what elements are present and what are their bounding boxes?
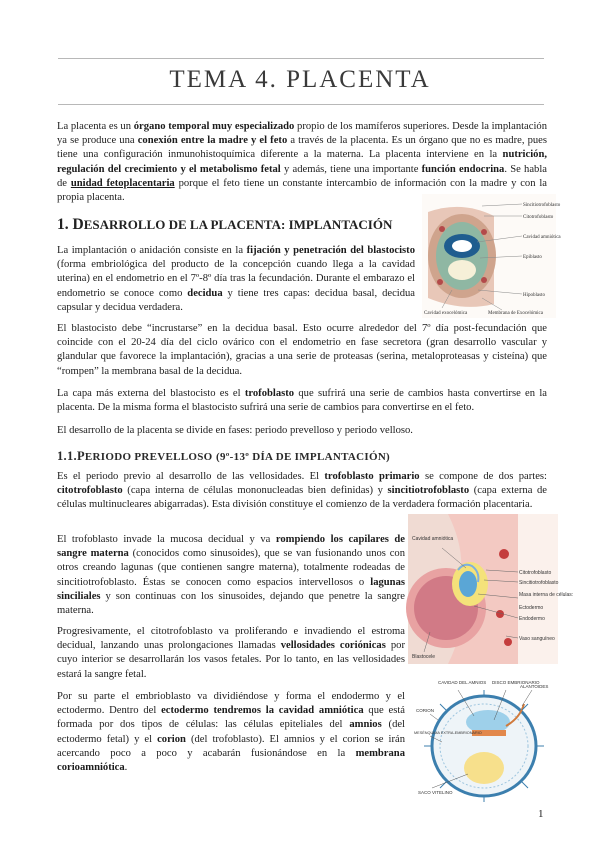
phases-paragraph: El desarrollo de la placenta se divide en fases: periodo prevelloso y periodo velloso. — [57, 425, 413, 436]
section-heading-1-1: 1.1.PERIODO PREVELLOSO (9º-13º DÍA DE IMPLANTACIÓN) — [57, 449, 391, 463]
fig1-label-0: Sincitiotrofoblasto — [523, 203, 561, 208]
fig2-label-4: Ectodermo — [519, 605, 544, 611]
page-number: 1 — [538, 808, 544, 820]
fig1-label-6: Membrana de Exocelómica — [488, 311, 543, 316]
fig2-label-7: Blastocele — [412, 654, 436, 660]
fig3-label-4: MESÉNQUIMA EXTRA-EMBRIONARIO — [414, 731, 482, 735]
trophoblast-figure — [408, 514, 574, 664]
fig3-label-1: DISCO EMBRIONARIO — [492, 680, 540, 685]
implantation-paragraph: La implantación o anidación consiste en la fijación y penetración del blastocisto (forma embriológica del producto de la concepción cuando llega a la cavidad uterina) en el endometrio en el 7º-8º día tras la fecundación. Durante el embarazo el endometrio se conoce como decidua y tiene tres capas: decidua basal, decidua capsular y decidua verdadera. — [57, 245, 416, 313]
fig2-label-6: Vaso sanguíneo — [519, 636, 555, 642]
fig2-label-3: Masa interna de células: — [519, 592, 574, 598]
fig3-label-2: ALANTOIDES — [520, 684, 549, 689]
fig3-label-0: CAVIDAD DEL AMNIOS — [438, 680, 487, 685]
top-rule — [58, 58, 544, 59]
invasion-paragraph: El trofoblasto invade la mucosa decidual y va rompiendo los capilares de sangre materna (conocidos como sinusoides), que se van fusionando unos con otros creando lagunas (que contienen sangre materna), totalmente rodeadas de sincitiotrofoblasto. Éstas se conocen como espacios intervellosos o lagunas sinciliales y son continuas con los sinusoides, dejando que penetre la sangre materna. — [57, 534, 405, 617]
fig2-label-0: Cavidad amniótica — [412, 536, 454, 542]
trophoblast-paragraph: La capa más externa del blastocisto es el trofoblasto que sufrirá una serie de cambios hasta convertirse en la placenta. De la misma forma el blastocisto sufrirá una serie de cambios para convertirse en el feto. — [57, 388, 547, 414]
fig2-label-2: Sincitiotrofoblasto — [519, 580, 559, 586]
fig1-label-4: Hipoblasto — [523, 293, 545, 298]
section-heading-1: 1. DESARROLLO DE LA PLACENTA: IMPLANTACIÓN — [57, 216, 393, 233]
fig1-label-3: Epiblasto — [523, 255, 542, 260]
title-rule — [58, 104, 544, 105]
proliferation-paragraph: Progresivamente, el citotrofoblasto va proliferando e invadiendo el estroma decidual, lanzando unas prolongaciones llamadas vellosidades coriónicas por cuyo interior se desarrollarán los vasos fetales. Por lo tanto, en las vellosidades estará la sangre fetal. — [57, 626, 405, 680]
implantation-figure — [422, 194, 561, 318]
fig2-label-1: Citotrofoblasto — [519, 570, 552, 576]
fig3-label-5: SACO VITELINO — [418, 790, 453, 795]
previllous-paragraph: Es el periodo previo al desarrollo de las vellosidades. El trofoblasto primario se compone de dos partes: citotrofoblasto (capa interna de células mononucleadas bien definidas) y sincitiotrofoblasto (capa externa de células multinucleares abigarradas). Esta división constituye el comienzo de la verdadera formación placentaria. — [57, 471, 547, 511]
intro-paragraph: La placenta es un órgano temporal muy especializado propio de los mamíferos superiores. Desde la implantación ya se produce una conexión entre la madre y el feto a través de la placenta. Es un órgano que no es madre, pues tiene una configuración inmunohistoquímica diferente a la materna. La placenta interviene en la nutrición, regulación del crecimiento y el metabolismo fetal y además, tiene una importante función endocrina. Se habla de unidad fetoplacentaria porque el feto tiene un constante intercambio de información con la madre y con la propia placenta. — [57, 121, 548, 204]
fig1-label-5: Cavidad exocelómica — [424, 311, 468, 316]
amnion-figure — [414, 676, 554, 806]
blastocyst-paragraph: El blastocisto debe “incrustarse” en la decidua basal. Esto ocurre alrededor del 7º día post-fecundación que coincide con el 20-24 día del ciclo ovárico con el endometrio en fase secretora (gran desarrollo vascular y glandular que favorece la implantación), gracias a una serie de proteasas (serina, metaloproteasas y cisteína) que “rompen” la membrana basal de la decidua. — [57, 323, 547, 377]
page-title: TEMA 4. PLACENTA — [169, 66, 431, 93]
fig1-label-1: Citotrofoblasto — [523, 215, 554, 220]
fig1-label-2: Cavidad amniótica — [523, 235, 561, 240]
embryoblast-paragraph: Por su parte el embrioblasto va dividiéndose y forma el endodermo y el ectodermo. Dentro del ectodermo tendremos la cavidad amniótica que está formada por dos tipos de células: las células epiteliales del amnios (del ectodermo fetal) y el corion (del trofoblasto). El amnios y el corion se irán acercando poco a poco y acabarán fusionándose en la membrana corioamniótica. — [57, 691, 406, 774]
fig2-label-5: Endodermo — [519, 616, 545, 622]
fig3-label-3: CORION — [416, 708, 434, 713]
